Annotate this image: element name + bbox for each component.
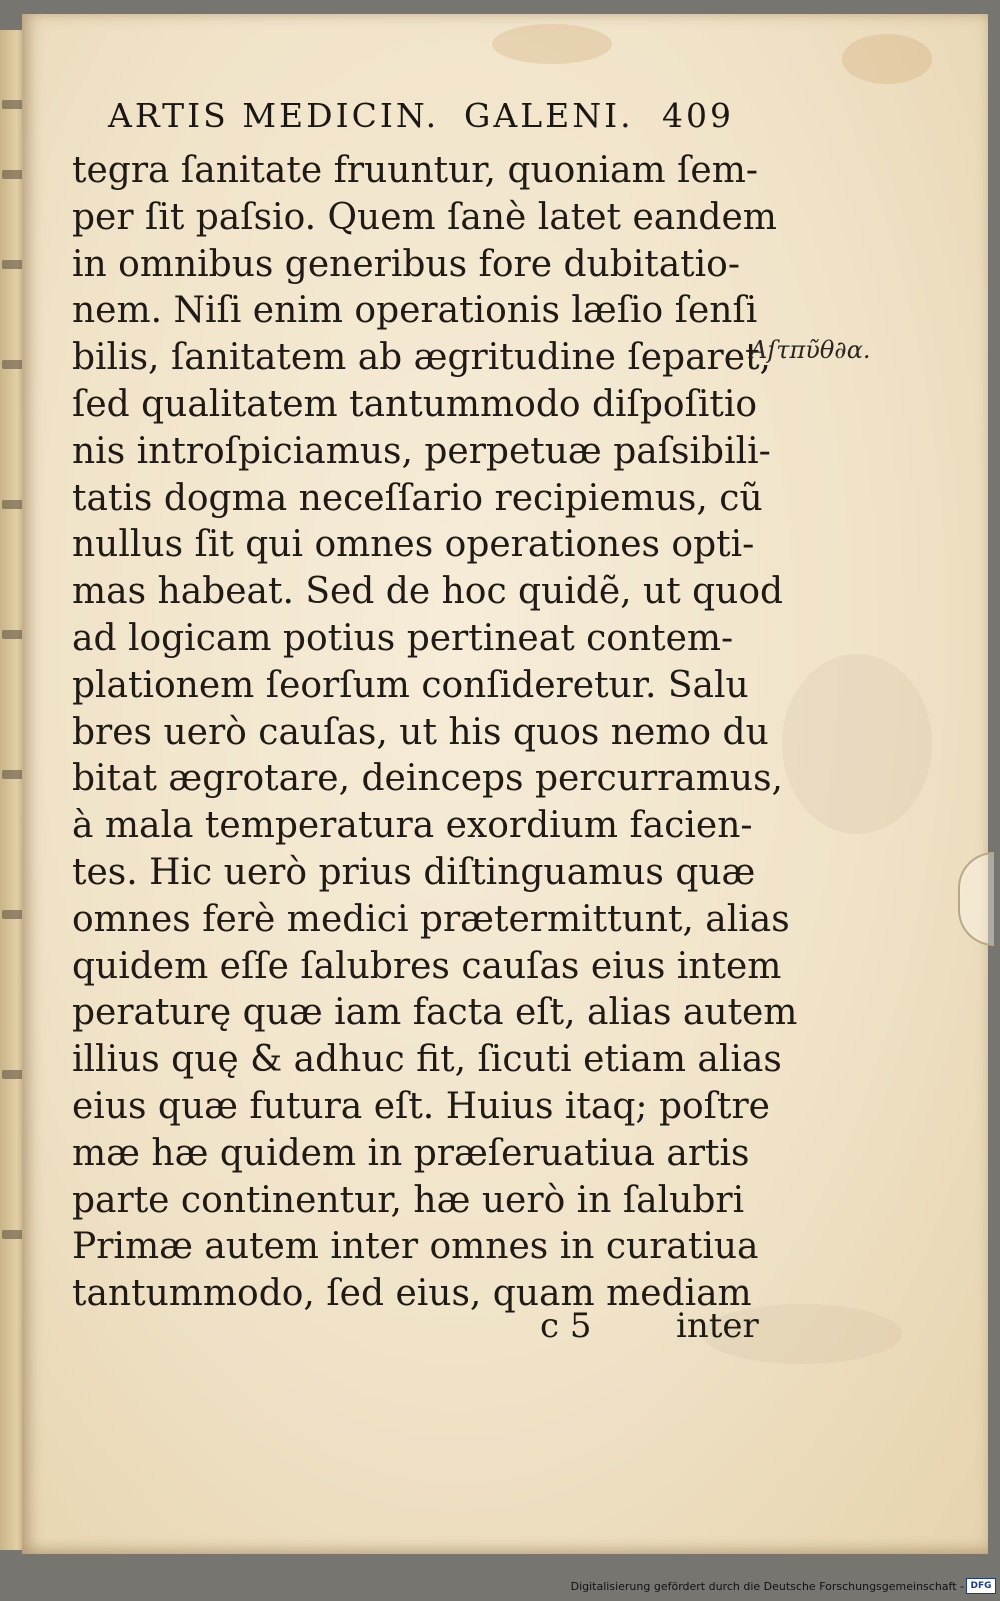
text-line: illius quę & adhuc fit, ſicuti etiam alias xyxy=(72,1039,782,1081)
ink-bleed-mark xyxy=(2,100,24,109)
text-line: tes. Hic uerò prius diſtinguamus quæ xyxy=(72,851,756,893)
handwritten-marginal-note: Aſτπῦθ∂α. xyxy=(750,336,871,364)
text-line: mæ hæ quidem in præſeruatiua artis xyxy=(72,1132,750,1174)
text-line: eius quæ futura eſt. Huius itaq; poſtre xyxy=(72,1085,770,1127)
text-line: bres uerò cauſas, ut his quos nemo du xyxy=(72,711,769,753)
page-number: 409 xyxy=(662,96,734,135)
text-line: per ſit paſsio. Quem ſanè latet eandem xyxy=(72,196,777,238)
running-head xyxy=(100,96,740,144)
ink-bleed-mark xyxy=(2,770,24,779)
ink-bleed-mark xyxy=(2,1230,24,1239)
ink-bleed-mark xyxy=(2,170,24,179)
running-head-title: ARTIS MEDICIN. xyxy=(108,96,440,135)
running-head-author: GALENI. xyxy=(464,96,634,135)
text-line: bitat ægrotare, deinceps percurramus, xyxy=(72,758,783,800)
text-line: à mala temperatura exordium facien- xyxy=(72,805,753,847)
text-line: tegra ſanitate fruuntur, quoniam ſem- xyxy=(72,150,759,191)
text-line: nem. Niſi enim operationis læſio ſenſi xyxy=(72,290,758,332)
dfg-logo: DFG xyxy=(966,1578,996,1594)
text-line: peraturę quæ iam facta eſt, alias autem xyxy=(72,992,798,1034)
show-through-text xyxy=(782,654,932,834)
ink-bleed-mark xyxy=(2,910,24,919)
catchword: inter xyxy=(676,1306,759,1346)
main-text-block xyxy=(72,148,798,1318)
text-line: ſed qualitatem tantummodo diſpoſitio xyxy=(72,383,758,425)
text-line: Primæ autem inter omnes in curatiua xyxy=(72,1226,759,1268)
text-line: tatis dogma neceſſario recipiemus, cũ xyxy=(72,477,763,519)
text-line: ad logicam potius pertineat contem- xyxy=(72,617,734,659)
ink-bleed-mark xyxy=(2,500,24,509)
ink-bleed-mark xyxy=(2,630,24,639)
text-line: in omnibus generibus fore dubitatio- xyxy=(72,243,741,285)
text-line: parte continentur, hæ uerò in ſalubri xyxy=(72,1179,745,1221)
foxing-stain xyxy=(842,34,932,84)
ink-bleed-mark xyxy=(2,360,24,369)
text-line: tantummodo, ſed eius, quam mediam xyxy=(72,1273,752,1315)
text-line: plationem ſeorſum conſideretur. Salu xyxy=(72,664,749,706)
text-line: nullus ſit qui omnes operationes opti- xyxy=(72,524,755,566)
text-line: mas habeat. Sed de hoc quidẽ, ut quod xyxy=(72,571,784,613)
ink-bleed-mark xyxy=(2,1070,24,1079)
digitization-credit: Digitalisierung gefördert durch die Deutsche Forschungsgemeinschaft - xyxy=(570,1580,964,1593)
text-line: quidem eſſe ſalubres cauſas eius intem xyxy=(72,945,782,987)
signature-mark: c 5 xyxy=(540,1306,592,1346)
foxing-stain xyxy=(492,24,612,64)
text-line: nis introſpiciamus, perpetuæ paſsibili- xyxy=(72,430,771,472)
ink-bleed-mark xyxy=(2,260,24,269)
text-line: omnes ferè medici prætermittunt, alias xyxy=(72,898,790,940)
text-line: bilis, ſanitatem ab ægritudine ſeparet, xyxy=(72,337,771,379)
